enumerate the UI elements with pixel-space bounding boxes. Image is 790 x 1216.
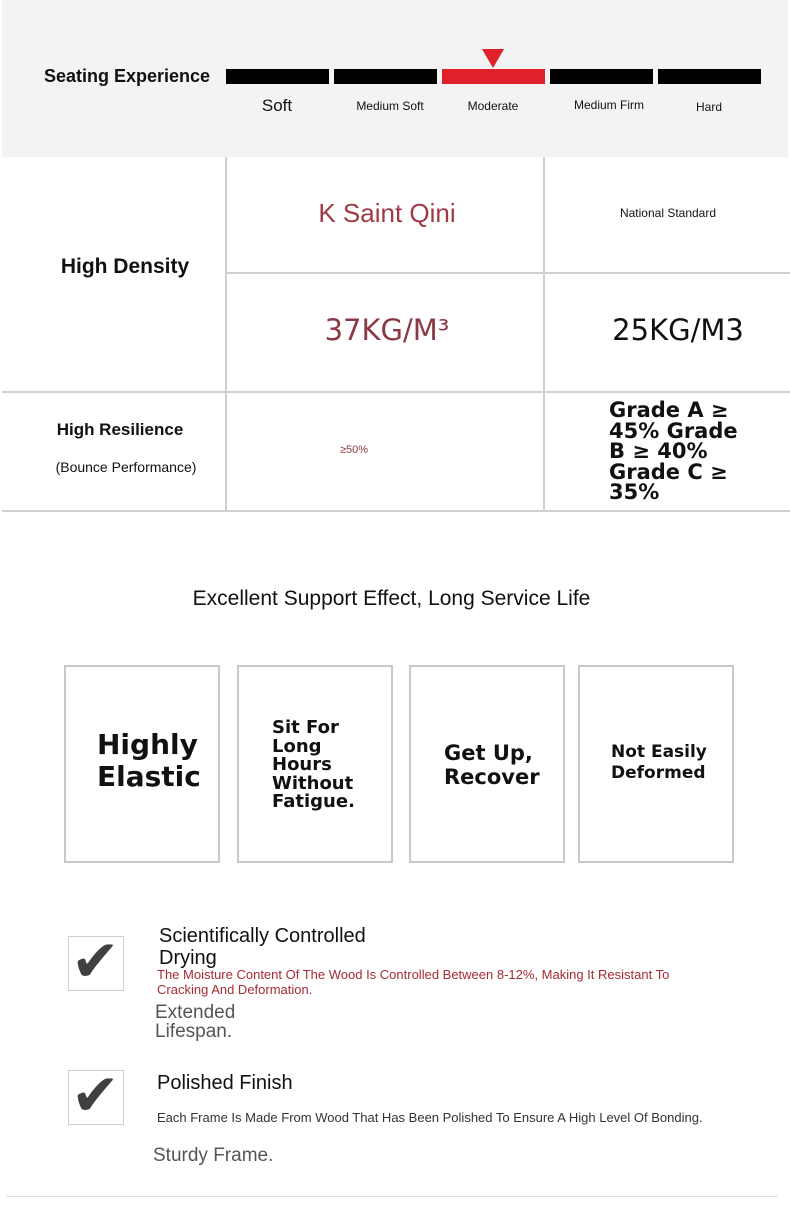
resilience-row-sublabel: (Bounce Performance)	[55, 459, 197, 475]
firmness-label-hard: Hard	[695, 100, 722, 114]
firmness-bar-medium-firm	[550, 69, 653, 84]
feature-description-drying: The Moisture Content Of The Wood Is Controlled Between 8-12%, Making It Resistant To Cracking And Deformation.	[157, 967, 670, 997]
feature-box-label: Get Up, Recover	[444, 741, 540, 789]
feature-description-polished: Each Frame Is Made From Wood That Has Been Polished To Ensure A High Level Of Bonding.	[157, 1110, 703, 1125]
feature-box-not-deformed	[578, 665, 734, 863]
national-density-value: 25KG/M3	[612, 313, 744, 347]
national-standard-column-header: National Standard	[619, 206, 717, 220]
check-icon-box	[68, 1061, 124, 1129]
check-icon-box	[68, 927, 124, 995]
feature-box-label: Not Easily Deformed	[611, 742, 707, 783]
feature-box-label: Sit For Long Hours Without Fatigue.	[272, 717, 355, 812]
selected-level-pointer-icon	[482, 49, 504, 68]
feature-box-label: Highly Elastic	[97, 728, 201, 793]
firmness-bar-moderate-selected	[442, 69, 545, 84]
feature-title-polished: Polished Finish	[157, 1072, 293, 1094]
table-divider-horizontal	[227, 272, 790, 274]
feature-subtitle-lifespan: Extended Lifespan.	[155, 1002, 236, 1042]
check-icon: ✔	[71, 1061, 120, 1129]
seating-experience-title: Seating Experience	[44, 66, 211, 86]
firmness-label-soft: Soft	[261, 96, 293, 115]
brand-resilience-value: ≥50%	[340, 444, 369, 456]
feature-title-drying: Scientifically Controlled Drying	[159, 925, 366, 969]
feature-box-no-fatigue	[237, 665, 393, 863]
feature-subtitle-sturdy: Sturdy Frame.	[153, 1145, 274, 1166]
density-row-label: High Density	[60, 255, 190, 278]
firmness-bar-soft	[226, 69, 329, 84]
check-icon: ✔	[71, 927, 120, 995]
firmness-label-medium-soft: Medium Soft	[356, 99, 424, 113]
firmness-bar-medium-soft	[334, 69, 437, 84]
feature-box-recover	[409, 665, 565, 863]
brand-column-header: K Saint Qini	[318, 198, 456, 228]
firmness-label-medium-firm: Medium Firm	[573, 98, 644, 112]
support-heading: Excellent Support Effect, Long Service Life	[192, 587, 591, 610]
firmness-label-moderate: Moderate	[467, 99, 519, 113]
bottom-divider	[6, 1196, 778, 1197]
table-divider-horizontal	[2, 391, 790, 393]
feature-box-highly-elastic	[64, 665, 220, 863]
brand-density-value: 37KG/M³	[324, 313, 450, 347]
national-resilience-grades: Grade A ≥ 45% Grade B ≥ 40% Grade C ≥ 35%	[609, 398, 738, 504]
firmness-bar-hard	[658, 69, 761, 84]
table-divider-horizontal	[2, 510, 790, 512]
resilience-row-label: High Resilience	[56, 420, 184, 439]
